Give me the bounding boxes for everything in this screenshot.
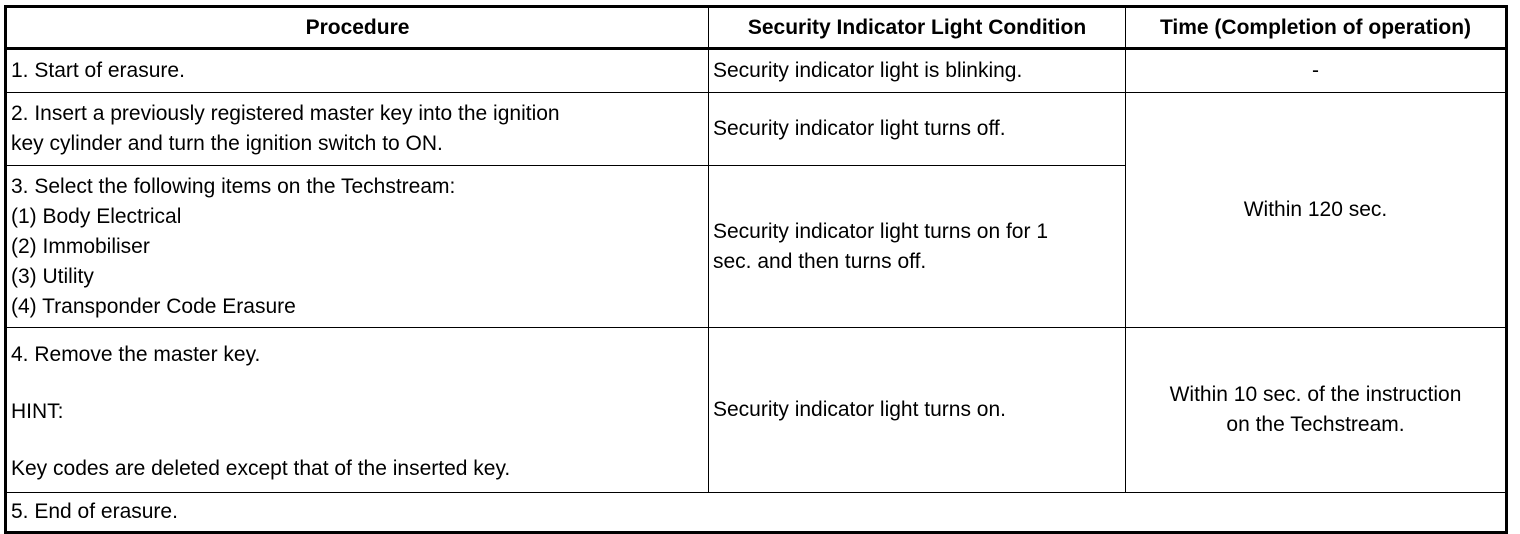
row1-procedure: 1. Start of erasure. xyxy=(6,49,709,93)
row3-procedure-line: 3. Select the following items on the Techstream: xyxy=(11,174,456,198)
rows2-3-time: Within 120 sec. xyxy=(1126,93,1507,328)
header-condition: Security Indicator Light Condition xyxy=(709,7,1126,49)
row2-condition: Security indicator light turns off. xyxy=(709,93,1126,166)
row3-condition-line: sec. and then turns off. xyxy=(713,249,927,273)
row1-time: - xyxy=(1126,49,1507,93)
row3-procedure-line: (1) Body Electrical xyxy=(11,204,182,228)
table-row xyxy=(6,328,1507,493)
row3-procedure-line: (3) Utility xyxy=(11,264,94,288)
row4-time-line: on the Techstream. xyxy=(1226,413,1405,436)
header-procedure: Procedure xyxy=(6,7,709,49)
row2-procedure xyxy=(6,93,709,166)
row4-time-line: Within 10 sec. of the instruction xyxy=(1169,383,1462,406)
row3-procedure xyxy=(6,166,709,328)
row5-procedure: 5. End of erasure. xyxy=(6,493,1507,533)
row4-time xyxy=(1126,328,1507,493)
spacer xyxy=(11,427,704,454)
hint-label: HINT: xyxy=(11,400,64,423)
hint-text: Key codes are deleted except that of the inserted key. xyxy=(11,457,511,480)
row1-condition: Security indicator light is blinking. xyxy=(709,49,1126,93)
row3-procedure-line: (2) Immobiliser xyxy=(11,234,150,258)
row3-condition-line: Security indicator light turns on for 1 xyxy=(713,219,1048,243)
row4-condition: Security indicator light turns on. xyxy=(709,328,1126,493)
table-row xyxy=(6,49,1507,93)
header-time: Time (Completion of operation) xyxy=(1126,7,1507,49)
row4-procedure-line: 4. Remove the master key. xyxy=(11,343,261,366)
row2-procedure-line: key cylinder and turn the ignition switch to ON. xyxy=(11,132,443,155)
row3-procedure-line: (4) Transponder Code Erasure xyxy=(11,294,296,318)
spacer xyxy=(11,370,704,397)
table-row xyxy=(6,493,1507,533)
row3-condition xyxy=(709,166,1126,328)
table-header-row xyxy=(6,7,1507,49)
row4-procedure xyxy=(6,328,709,493)
row2-procedure-line: 2. Insert a previously registered master key into the ignition xyxy=(11,102,560,125)
table-row xyxy=(6,93,1507,166)
procedure-table xyxy=(4,5,1508,534)
